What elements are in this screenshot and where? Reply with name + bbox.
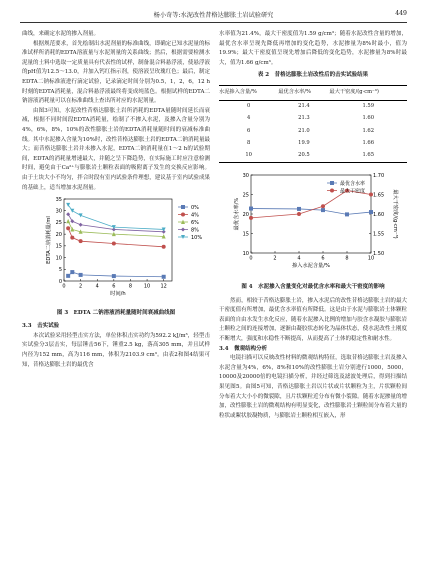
y-left-axis-label: 最优含水率/% — [234, 198, 240, 231]
y-left-tick-label: 30 — [242, 173, 249, 180]
y-axis-label: EDTA二钠消耗量/ml — [46, 216, 52, 264]
table-cell: 0 — [247, 102, 251, 109]
table-cell: 8 — [247, 140, 251, 147]
data-point — [162, 275, 166, 279]
data-point — [66, 212, 70, 216]
x-tick-label: 8 — [345, 255, 349, 262]
legend-marker — [181, 205, 185, 209]
table-cell: 1.66 — [362, 140, 375, 147]
x-axis-label: 时间/h — [110, 291, 126, 298]
section-heading: 3.4 微观结构分析 — [219, 345, 268, 352]
data-point — [297, 212, 301, 216]
table-row — [219, 138, 407, 150]
x-tick-label: 0 — [249, 255, 253, 262]
y-tick-label: 0 — [58, 278, 62, 285]
data-point — [112, 274, 116, 278]
paragraph: 曲线，来确定水泥的掺入剂量。 — [22, 31, 100, 37]
data-point — [249, 207, 253, 211]
y-tick-label: 20 — [55, 232, 62, 239]
table-cell: 1.60 — [362, 115, 375, 122]
data-point — [79, 213, 83, 217]
figure-3-edta-chart — [22, 193, 210, 301]
legend-label: 4% — [191, 212, 199, 219]
figure-4-caption: 图 4 水泥掺入含量变化对最优含水率和最大干密度的影响 — [241, 284, 385, 291]
y-right-tick-label: 1.60 — [373, 212, 385, 219]
data-point — [70, 219, 74, 223]
y-left-tick-label: 15 — [242, 231, 249, 238]
legend-label: 最大干密度 — [340, 188, 366, 195]
data-point — [321, 205, 325, 209]
series-line — [68, 205, 164, 230]
x-tick-label: 8 — [128, 283, 133, 290]
data-point — [79, 273, 83, 277]
running-title: 杨小奇等:水泥改性昔格达膨胀土岩试验研究 — [153, 12, 274, 19]
right-column — [219, 30, 407, 421]
y-tick-label: 15 — [55, 243, 62, 250]
legend-label: 最优含水率 — [340, 181, 366, 188]
left-column — [22, 30, 210, 370]
x-tick-label: 0 — [62, 283, 66, 290]
paragraph: 本次试验采用轻型击实方法，单位体积击实功约为592.2 kJ/m³，轻型击实试验分3层击实，每层锤击56下，锤重2.5 kg，落高305 mm，并且试样内径为152 mm，高为116 mm，体积为2103.9 cm³。由表2和图4结果可知，昔格达膨胀土岩的最优含 — [22, 332, 210, 368]
table-row — [219, 150, 407, 163]
x-tick-label: 2 — [79, 283, 83, 290]
data-point — [70, 227, 74, 231]
series-line — [251, 209, 371, 215]
y-right-axis-label: 最大干密度/(g·cm⁻³) — [392, 189, 398, 240]
x-axis-label: 掺入水泥含量/% — [292, 263, 330, 270]
y-tick-label: 35 — [55, 196, 62, 203]
table-cell: 1.65 — [330, 150, 407, 163]
y-right-tick-label: 1.55 — [373, 231, 385, 238]
table-cell: 1.59 — [362, 102, 375, 109]
table-cell: 21.3 — [298, 115, 310, 122]
paragraph: 电镜扫描可以反映改性材料的微观结构特征，选取昔格达膨胀土岩及掺入水泥含量为4%，6%，8%和10%的改性膨胀土岩分别进行1000，5000，10000及20000倍的电镜扫描分析，并经过筛选及滤波处理后，得到扫描结果见图5。由图5可知，昔格达膨胀土岩以片状或片状颗粒为主，片状颗粒间分布着大大小小的微裂隙，且片状颗粒近分布有微小裂隙。随着水泥掺量的增加，改性膨胀土岩的微观结构有明显变化，改性膨胀岩土颗粒间分布着大量的粒状或絮状胶凝物质，与膨胀岩土颗粒相互嵌入，形 — [219, 355, 407, 419]
legend-marker — [330, 181, 334, 185]
legend-marker — [181, 228, 185, 232]
paragraph: 由图3可知，水泥改性昔格达膨胀土岩所消耗的EDTA量随时间延长而衰减，根据不同时间段EDTA消耗量，绘制了不掺入水泥，及掺入含量分别为4%，6%，8%，10%的改性膨胀土岩的EDTA消耗量随时间的衰减标准曲线。其中水泥掺入含量为10%时，改性昔格达膨胀土岩的EDTA二钠消耗量最大；而昔格达膨胀土岩并未掺入水泥，EDTA二钠消耗量在1～2 h的试验期间，EDTA的消耗量增速最大，并随之呈下降趋势，在实际施工时应注意检测时间，避免由于Ca²⁺与膨胀岩土颗粒表面的吸附离子发生的交换反应影响。由于土块大小不均匀，拌合时段有室内试验条件理想，建议基于室内试验成果的基础上，适当增加水泥剂量。 — [22, 107, 210, 191]
y-left-tick-label: 25 — [242, 192, 249, 199]
table-cell: 19.9 — [298, 140, 310, 147]
legend-label: 0% — [191, 204, 199, 211]
data-point — [297, 207, 301, 211]
data-point — [249, 216, 253, 220]
y-tick-label: 5 — [58, 267, 62, 274]
data-point — [112, 242, 116, 246]
legend-marker — [181, 213, 185, 217]
table-header-cell: 水泥掺入含量/% — [219, 85, 278, 100]
page-number: 449 — [395, 10, 407, 17]
table-cell: 4 — [247, 115, 251, 122]
x-tick-label: 12 — [160, 283, 167, 290]
legend-label: 6% — [191, 219, 199, 226]
data-point — [70, 209, 74, 213]
table-cell: 6 — [247, 127, 251, 134]
y-right-tick-label: 1.70 — [373, 173, 385, 180]
legend-label: 10% — [191, 234, 203, 241]
x-tick-label: 6 — [112, 283, 116, 290]
data-point — [79, 239, 83, 243]
data-point — [70, 236, 74, 240]
legend-label: 8% — [191, 227, 199, 234]
y-left-tick-label: 20 — [242, 212, 249, 219]
section-heading: 3.3 击实试验 — [22, 323, 60, 330]
table-header-cell: 最优含水率/% — [278, 85, 329, 100]
legend-marker — [330, 189, 334, 193]
x-tick-label: 10 — [367, 255, 375, 262]
x-tick-label: 2 — [273, 255, 277, 262]
paragraph: 然而，相较于昔格达膨胀土岩，掺入水泥后的改性昔格达膨胀土岩的最大干密度值有所增加，最优含水率值有所降低。这是由于水泥与膨胀岩土体颗粒表面的自由水发生水化反应，随着水泥掺入比例的增加与胶含水凝胶与膨胀岩土颗粒之间的连接增加，逐渐由凝胶状态转化为晶体状态，使水泥改性土刚度不断增大，强度和水稳性不断提高，从而提高了土体的稳定性和耐水性。 — [219, 297, 407, 342]
paragraph: 根据规范要求，首先绘制出水泥剂量的标准曲线，即确定已知水泥量的标准试样所消耗的EDTA溶液量与水泥剂量的关系曲线；然后，根据需要检测水泥量的土料中选取一定质量具有代表性的试样，制备混合料悬浮液，使悬浮液的pH值为12.5～13.0，并加入钙红指示剂，使溶液呈玫瑰红色；最后，制定EDTA二钠标准液进行滴定试验，记录滴定时间分别为0.5，1，2，6，12 h时刻的EDTA消耗量，混合料悬浮液最终将变成纯蓝色。根据试样的EDTA二钠溶液消耗量可以在标准曲线上查出所对应的水泥剂量。 — [22, 40, 210, 105]
y-right-tick-label: 1.65 — [373, 192, 385, 199]
table-cell: 1.62 — [362, 127, 375, 134]
table-row — [219, 125, 407, 137]
running-header — [20, 8, 407, 23]
data-point — [345, 213, 349, 217]
table-row — [219, 100, 407, 113]
y-tick-label: 25 — [55, 220, 62, 227]
paragraph: 水率值为21.4%，最大干密度值为1.59 g/cm³；随着水泥改性含量的增加，最优含水率呈现先降低再增加的变化趋势，水泥掺量为8%时最小，值为19.9%；最大干密度值呈现先增加后降低的变化趋势，水泥掺量为8%时最大，值为1.66 g/cm³。 — [219, 31, 407, 66]
data-point — [66, 226, 70, 230]
x-tick-label: 4 — [297, 255, 301, 262]
figure-4-compaction-chart — [219, 169, 407, 275]
y-tick-label: 30 — [55, 208, 62, 215]
y-tick-label: 10 — [55, 255, 62, 262]
table-row — [219, 113, 407, 125]
figure-3-caption: 图 3 EDTA 二钠溶液消耗量随时间衰减曲线图 — [56, 309, 176, 316]
table-header-cell: 最大干密度/(g·cm⁻³) — [330, 85, 407, 100]
x-tick-label: 10 — [143, 283, 151, 290]
table-cell: 21.0 — [298, 127, 310, 134]
data-point — [321, 209, 325, 213]
data-point — [162, 245, 166, 249]
x-tick-label: 4 — [95, 283, 99, 290]
y-left-tick-label: 10 — [242, 251, 249, 258]
data-point — [66, 219, 70, 223]
data-point — [369, 210, 373, 214]
data-point — [79, 223, 83, 227]
data-point — [66, 274, 70, 278]
data-point — [369, 193, 373, 197]
data-point — [70, 270, 74, 274]
y-right-tick-label: 1.50 — [373, 251, 385, 258]
table-cell: 10 — [219, 150, 278, 163]
table-cell: 20.5 — [278, 150, 329, 163]
x-tick-label: 6 — [321, 255, 325, 262]
table-cell: 21.4 — [298, 102, 310, 109]
table-header-row — [219, 85, 407, 100]
table-2-caption: 表 2 昔格达膨胀土岩改性后的击实试验结果 — [257, 72, 369, 79]
table-2 — [219, 85, 407, 163]
